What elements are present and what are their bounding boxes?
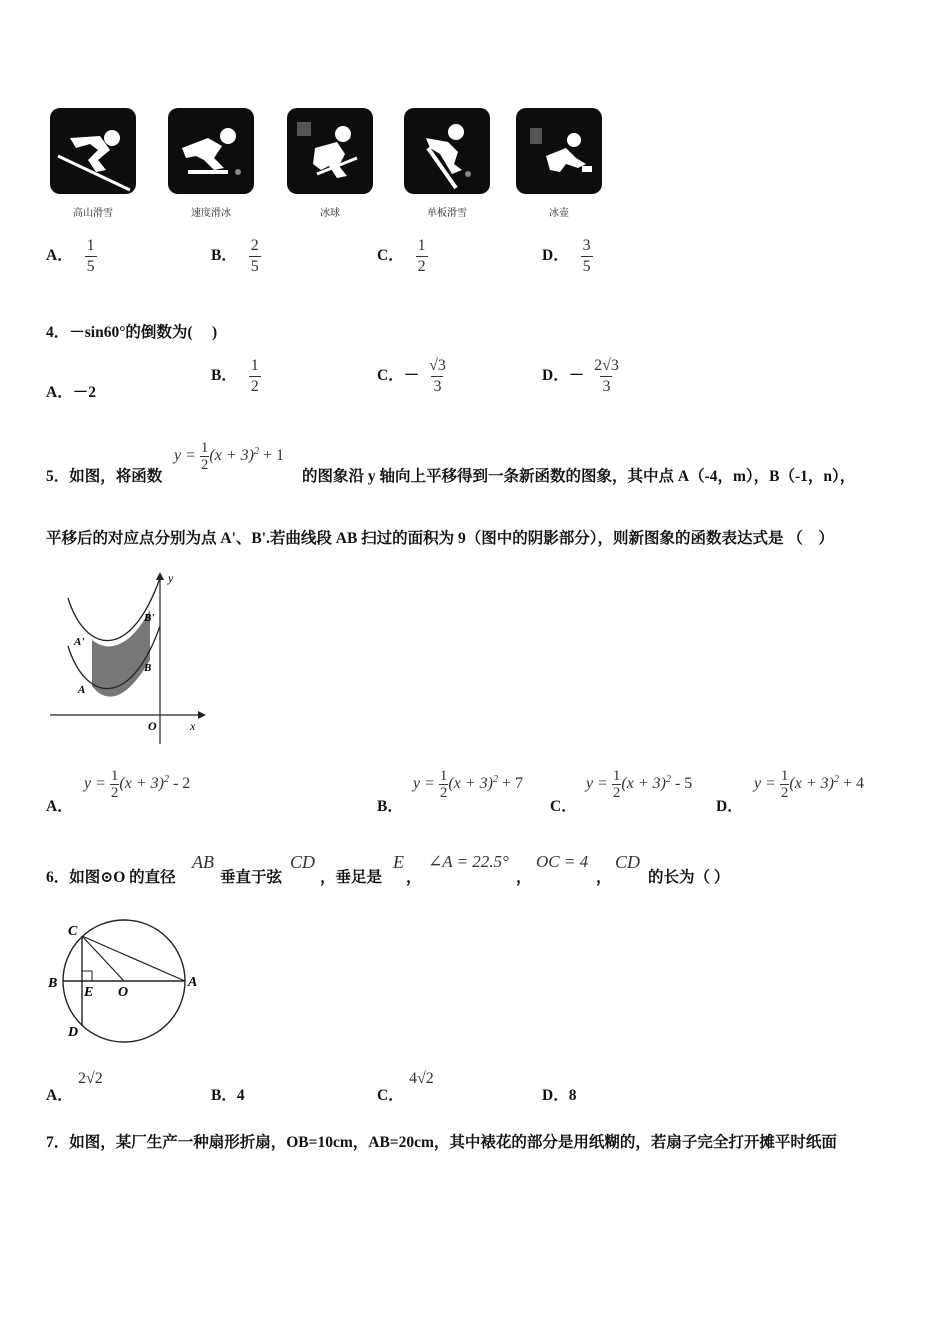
- right-angle-mark: [82, 971, 92, 981]
- q6-circle-figure: [44, 918, 208, 1044]
- q6-cd2: CD: [615, 852, 641, 872]
- label-b: B: [48, 976, 58, 991]
- point-b-prime-label: B': [144, 612, 155, 624]
- q5-option-b: y = $\frac{1}{2}$ $(x + 3)^2 + 7$: [413, 768, 523, 801]
- icon-caption: 冰球: [320, 208, 340, 219]
- label-o: O: [118, 985, 129, 1000]
- q5-option-c-label: C．: [550, 798, 577, 815]
- q6-perp: 垂直于弦: [220, 869, 283, 886]
- q6-tail: 的长为（ ）: [648, 869, 730, 886]
- q4-option-b: B． $\frac{1}{2}$: [211, 357, 259, 395]
- icon-caption: 高山滑雪: [73, 208, 113, 219]
- q3-option-c: C． $\frac{1}{2}$: [377, 237, 426, 275]
- q3-option-a: A． $\frac{1}{5}$: [46, 237, 95, 275]
- q6-foot: ，垂足是: [320, 869, 383, 886]
- q6-option-a-value: 2√2: [78, 1070, 103, 1087]
- q6-option-c-value: 4√2: [409, 1070, 434, 1087]
- q5-option-b-label: B．: [377, 798, 403, 815]
- label-c: C: [68, 924, 78, 939]
- q7-stem: 7．如图，某厂生产一种扇形折扇，OB=10cm，AB=20cm，其中裱花的部分是用纸糊的，若扇子完全打开摊平时纸面: [46, 1134, 837, 1151]
- q6-ab: AB: [192, 852, 214, 872]
- curling-icon: [516, 108, 602, 194]
- point-a-label: A: [78, 684, 86, 696]
- q6-oc: OC = 4: [536, 852, 589, 871]
- shaded-region-body: [92, 610, 150, 697]
- point-a-prime-label: A': [74, 636, 85, 648]
- point-b-label: B: [144, 662, 152, 674]
- icon-caption: 冰壶: [549, 208, 569, 219]
- q5-graph: [50, 568, 210, 744]
- origin-label: O: [148, 719, 157, 733]
- q3-option-d: D． $\frac{3}{5}$: [542, 237, 591, 275]
- icon-caption: 速度滑冰: [191, 208, 231, 219]
- q6-option-a-label: A．: [46, 1087, 73, 1104]
- q6-angle: ∠A = 22.5°: [428, 852, 509, 871]
- label-e: E: [84, 985, 94, 1000]
- q6-option-b: B．4: [211, 1087, 245, 1104]
- speed-skating-icon: [168, 108, 254, 194]
- q6-comma2: ，: [516, 869, 532, 886]
- y-axis-arrow: [156, 572, 164, 580]
- q4-option-a: A．－2: [46, 384, 96, 401]
- q6-comma3: ，: [596, 869, 612, 886]
- q4-option-d: D．－ $\frac{2√3}{3}$: [542, 357, 619, 395]
- segment-ca: [82, 936, 185, 981]
- alpine-skiing-icon: [50, 108, 136, 194]
- q6-comma1: ，: [406, 869, 422, 886]
- ice-hockey-icon: [287, 108, 373, 194]
- segment-co: [82, 936, 124, 981]
- q5-stem-mid: 的图象沿 y 轴向上平移得到一条新函数的图象，其中点 A（-4，m），B（-1，n），: [302, 468, 856, 485]
- q6-option-c-label: C．: [377, 1087, 404, 1104]
- q4-option-c: C．－ $\frac{√3}{3}$: [377, 357, 446, 395]
- x-axis-label: x: [190, 719, 196, 733]
- q5-option-d-label: D．: [716, 798, 743, 815]
- icon-caption: 单板滑雪: [427, 208, 467, 219]
- q6-option-d: D．8: [542, 1087, 577, 1104]
- snowboard-icon: [404, 108, 490, 194]
- label-d: D: [68, 1025, 79, 1040]
- q5-option-a: y = $\frac{1}{2}$ $(x + 3)^2 - 2$: [84, 768, 191, 801]
- q5-stem-line2: 平移后的对应点分别为点 A'、B'.若曲线段 AB 扫过的面积为 9（图中的阴影部分），则新图象的函数表达式是 （ ）: [46, 530, 834, 547]
- q5-stem-start: 5．如图，将函数: [46, 468, 163, 485]
- q5-function: y = $\frac{1}{2}$ $(x + 3)^2 + 1$: [174, 440, 284, 473]
- q3-option-b: B． $\frac{2}{5}$: [211, 237, 259, 275]
- q6-cd: CD: [290, 852, 316, 872]
- q6-stem-start: 6．如图⊙O 的直径: [46, 869, 176, 886]
- x-axis-arrow: [198, 711, 206, 719]
- y-axis-label: y: [168, 571, 174, 585]
- q4-stem: 4．－sin60°的倒数为( ): [46, 324, 218, 341]
- q6-e: E: [393, 852, 404, 872]
- q5-option-c: y = $\frac{1}{2}$ $(x + 3)^2 - 5$: [586, 768, 693, 801]
- label-a: A: [188, 975, 198, 990]
- q5-option-a-label: A．: [46, 798, 73, 815]
- q5-option-d: y = $\frac{1}{2}$ $(x + 3)^2 + 4$: [754, 768, 864, 801]
